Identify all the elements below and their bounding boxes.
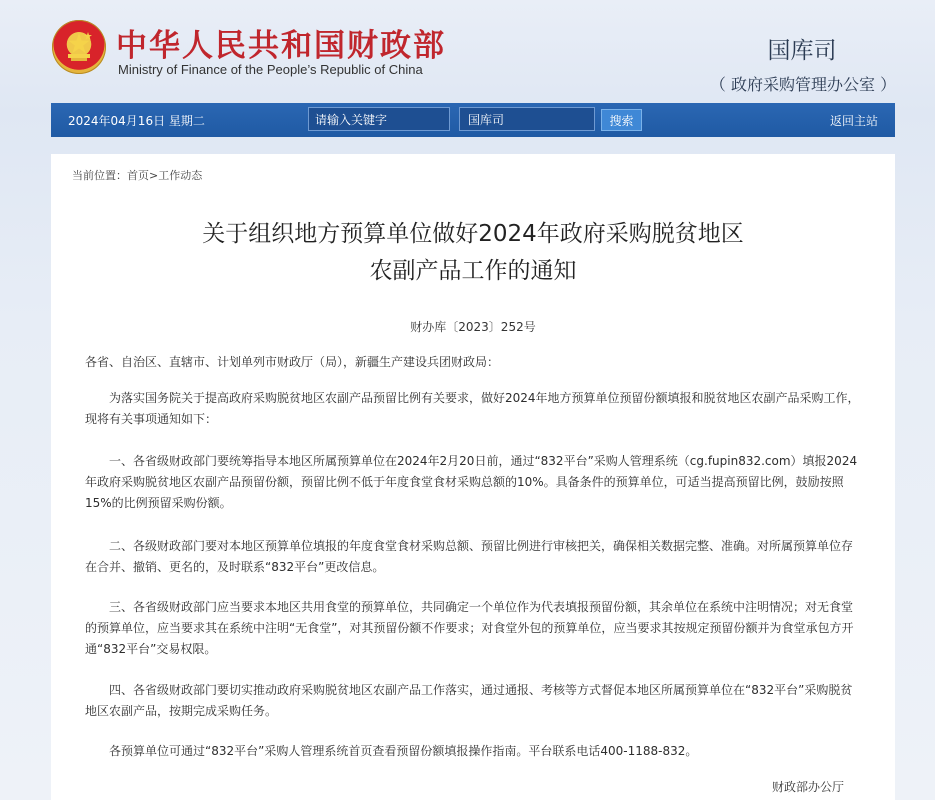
search-input[interactable]: 请输入关键字: [308, 107, 450, 131]
ministry-name-cn[interactable]: 中华人民共和国财政部: [116, 28, 446, 64]
article-title-line-1: 关于组织地方预算单位做好2024年政府采购脱贫地区: [202, 221, 744, 247]
return-home-link[interactable]: 返回主站: [829, 114, 878, 128]
search-scope-select[interactable]: 国库司: [459, 107, 595, 131]
article-panel: [51, 154, 895, 800]
item-1-paragraph: 一、各省级财政部门要统筹指导本地区所属预算单位在2024年2月20日前，通过“832平台”采购人管理系统（cg.fupin832.com）填报2024年政府采购脱贫地区农副产品预留份额，预留比例不低于年度食堂食材采购总额的10%。具备条件的预算单位，可适当提高预留比例，鼓励按照15%的比例预留采购份额。: [85, 454, 858, 510]
document-number: 财办库〔2023〕252号: [410, 320, 536, 334]
breadcrumb-section-link[interactable]: 工作动态: [158, 169, 203, 182]
breadcrumb-home-link[interactable]: 首页: [127, 169, 149, 182]
current-date: 2024年04月16日 星期二: [68, 114, 205, 128]
top-nav-bar: [51, 103, 895, 137]
breadcrumb-label: 当前位置：: [72, 169, 127, 182]
salutation: 各省、自治区、直辖市、计划单列市财政厅（局），新疆生产建设兵团财政局：: [85, 355, 500, 369]
national-emblem-icon[interactable]: [52, 20, 106, 74]
breadcrumb: [72, 167, 202, 183]
item-3-paragraph: 三、各省级财政部门应当要求本地区共用食堂的预算单位，共同确定一个单位作为代表填报预留份额，其余单位在系统中注明情况；对无食堂的预算单位，应当要求其在系统中注明“无食堂”，对其预留份额不作要求；对食堂外包的预算单位，应当要求其按规定预留份额并为食堂承包方开通“832平台”交易权限。: [85, 600, 854, 656]
issuer-signature: 财政部办公厅: [772, 780, 845, 794]
item-2-paragraph: 二、各级财政部门要对本地区预算单位填报的年度食堂食材采购总额、预留比例进行审核把关，确保相关数据完整、准确。对所属预算单位存在合并、撤销、更名的，及时联系“832平台”更改信息。: [85, 539, 854, 574]
item-4-paragraph: 四、各省级财政部门要切实推动政府采购脱贫地区农副产品工作落实，通过通报、考核等方式督促本地区所属预算单位在“832平台”采购脱贫地区农副产品，按期完成采购任务。: [85, 683, 853, 718]
ministry-name-en: Ministry of Finance of the People’s Republic of China: [118, 62, 423, 77]
department-subtitle: （ 政府采购管理办公室 ）: [709, 75, 897, 94]
department-name: 国库司: [767, 38, 837, 64]
article-title-line-2: 农副产品工作的通知: [369, 258, 577, 284]
intro-paragraph: 为落实国务院关于提高政府采购脱贫地区农副产品预留比例有关要求，做好2024年地方预算单位预留份额填报和脱贫地区农副产品采购工作，现将有关事项通知如下：: [85, 391, 860, 426]
site-header: [0, 0, 935, 102]
breadcrumb-separator: >: [149, 169, 159, 182]
closing-paragraph: 各预算单位可通过“832平台”采购人管理系统首页查看预留份额填报操作指南。平台联系电话400-1188-832。: [109, 744, 698, 758]
article-title: [51, 216, 895, 290]
search-button[interactable]: 搜索: [601, 109, 642, 131]
